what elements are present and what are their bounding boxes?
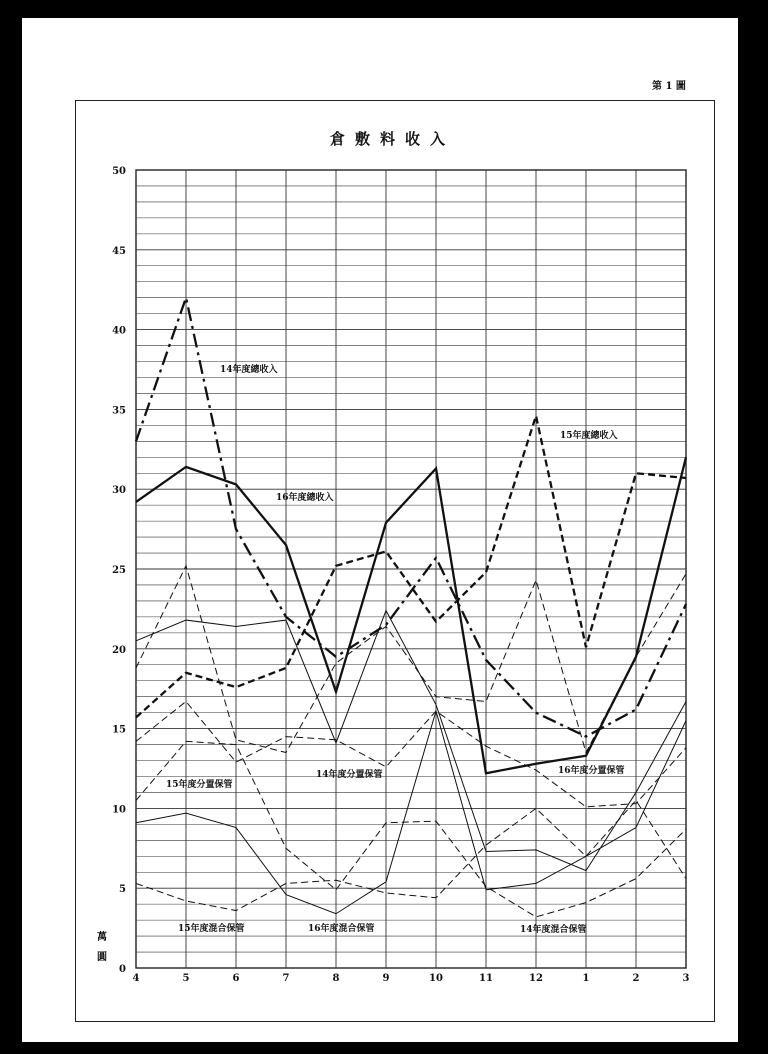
x-tick-label: 7 — [282, 973, 290, 984]
tick-layer — [112, 166, 689, 984]
chart-title: 倉敷料收入 — [330, 130, 456, 148]
y-tick-label: 45 — [112, 245, 126, 257]
annotation-label: 14年度總收入 — [220, 365, 278, 375]
x-tick-label: 12 — [529, 973, 543, 984]
x-tick-label: 8 — [332, 973, 340, 984]
y-tick-label: 15 — [112, 724, 126, 736]
x-tick-label: 6 — [232, 973, 240, 984]
series-line-2 — [136, 416, 686, 718]
x-tick-label: 10 — [429, 973, 443, 984]
figure-label: 第 1 圖 — [652, 81, 686, 92]
series-line-4 — [136, 566, 686, 753]
x-tick-label: 11 — [479, 973, 493, 984]
x-tick-label: 4 — [132, 973, 140, 984]
x-tick-label: 3 — [682, 973, 690, 984]
y-tick-label: 0 — [119, 964, 126, 975]
x-tick-label: 5 — [182, 973, 190, 984]
y-tick-label: 10 — [112, 804, 126, 816]
y-tick-label: 20 — [112, 644, 126, 656]
y-tick-label: 50 — [112, 166, 126, 177]
annotation-label: 16年度混合保管 — [308, 924, 375, 934]
y-tick-label: 25 — [112, 565, 126, 576]
y-unit-char: 圓 — [97, 952, 107, 963]
x-tick-label: 9 — [382, 973, 390, 984]
annotation-label: 15年度總收入 — [560, 431, 618, 441]
x-tick-label: 1 — [582, 973, 590, 984]
y-tick-label: 30 — [112, 485, 126, 497]
annotation-label: 14年度混合保管 — [520, 925, 587, 935]
annotation-label: 16年度總收入 — [276, 493, 334, 503]
x-tick-label: 2 — [632, 973, 640, 984]
grid-layer — [136, 170, 686, 968]
series-line-1 — [136, 298, 686, 737]
annotation-label: 14年度分置保管 — [316, 770, 383, 780]
series-line-3 — [136, 457, 686, 773]
y-tick-label: 40 — [112, 325, 126, 337]
annotation-label: 16年度分置保管 — [558, 766, 625, 776]
series-line-5 — [136, 701, 686, 806]
y-unit-char: 萬 — [97, 932, 107, 943]
annotation-label: 15年度分置保管 — [166, 780, 233, 790]
y-tick-label: 35 — [112, 405, 126, 417]
annotation-label: 15年度混合保管 — [178, 924, 245, 934]
series-layer — [136, 298, 686, 917]
y-tick-label: 5 — [119, 884, 126, 896]
